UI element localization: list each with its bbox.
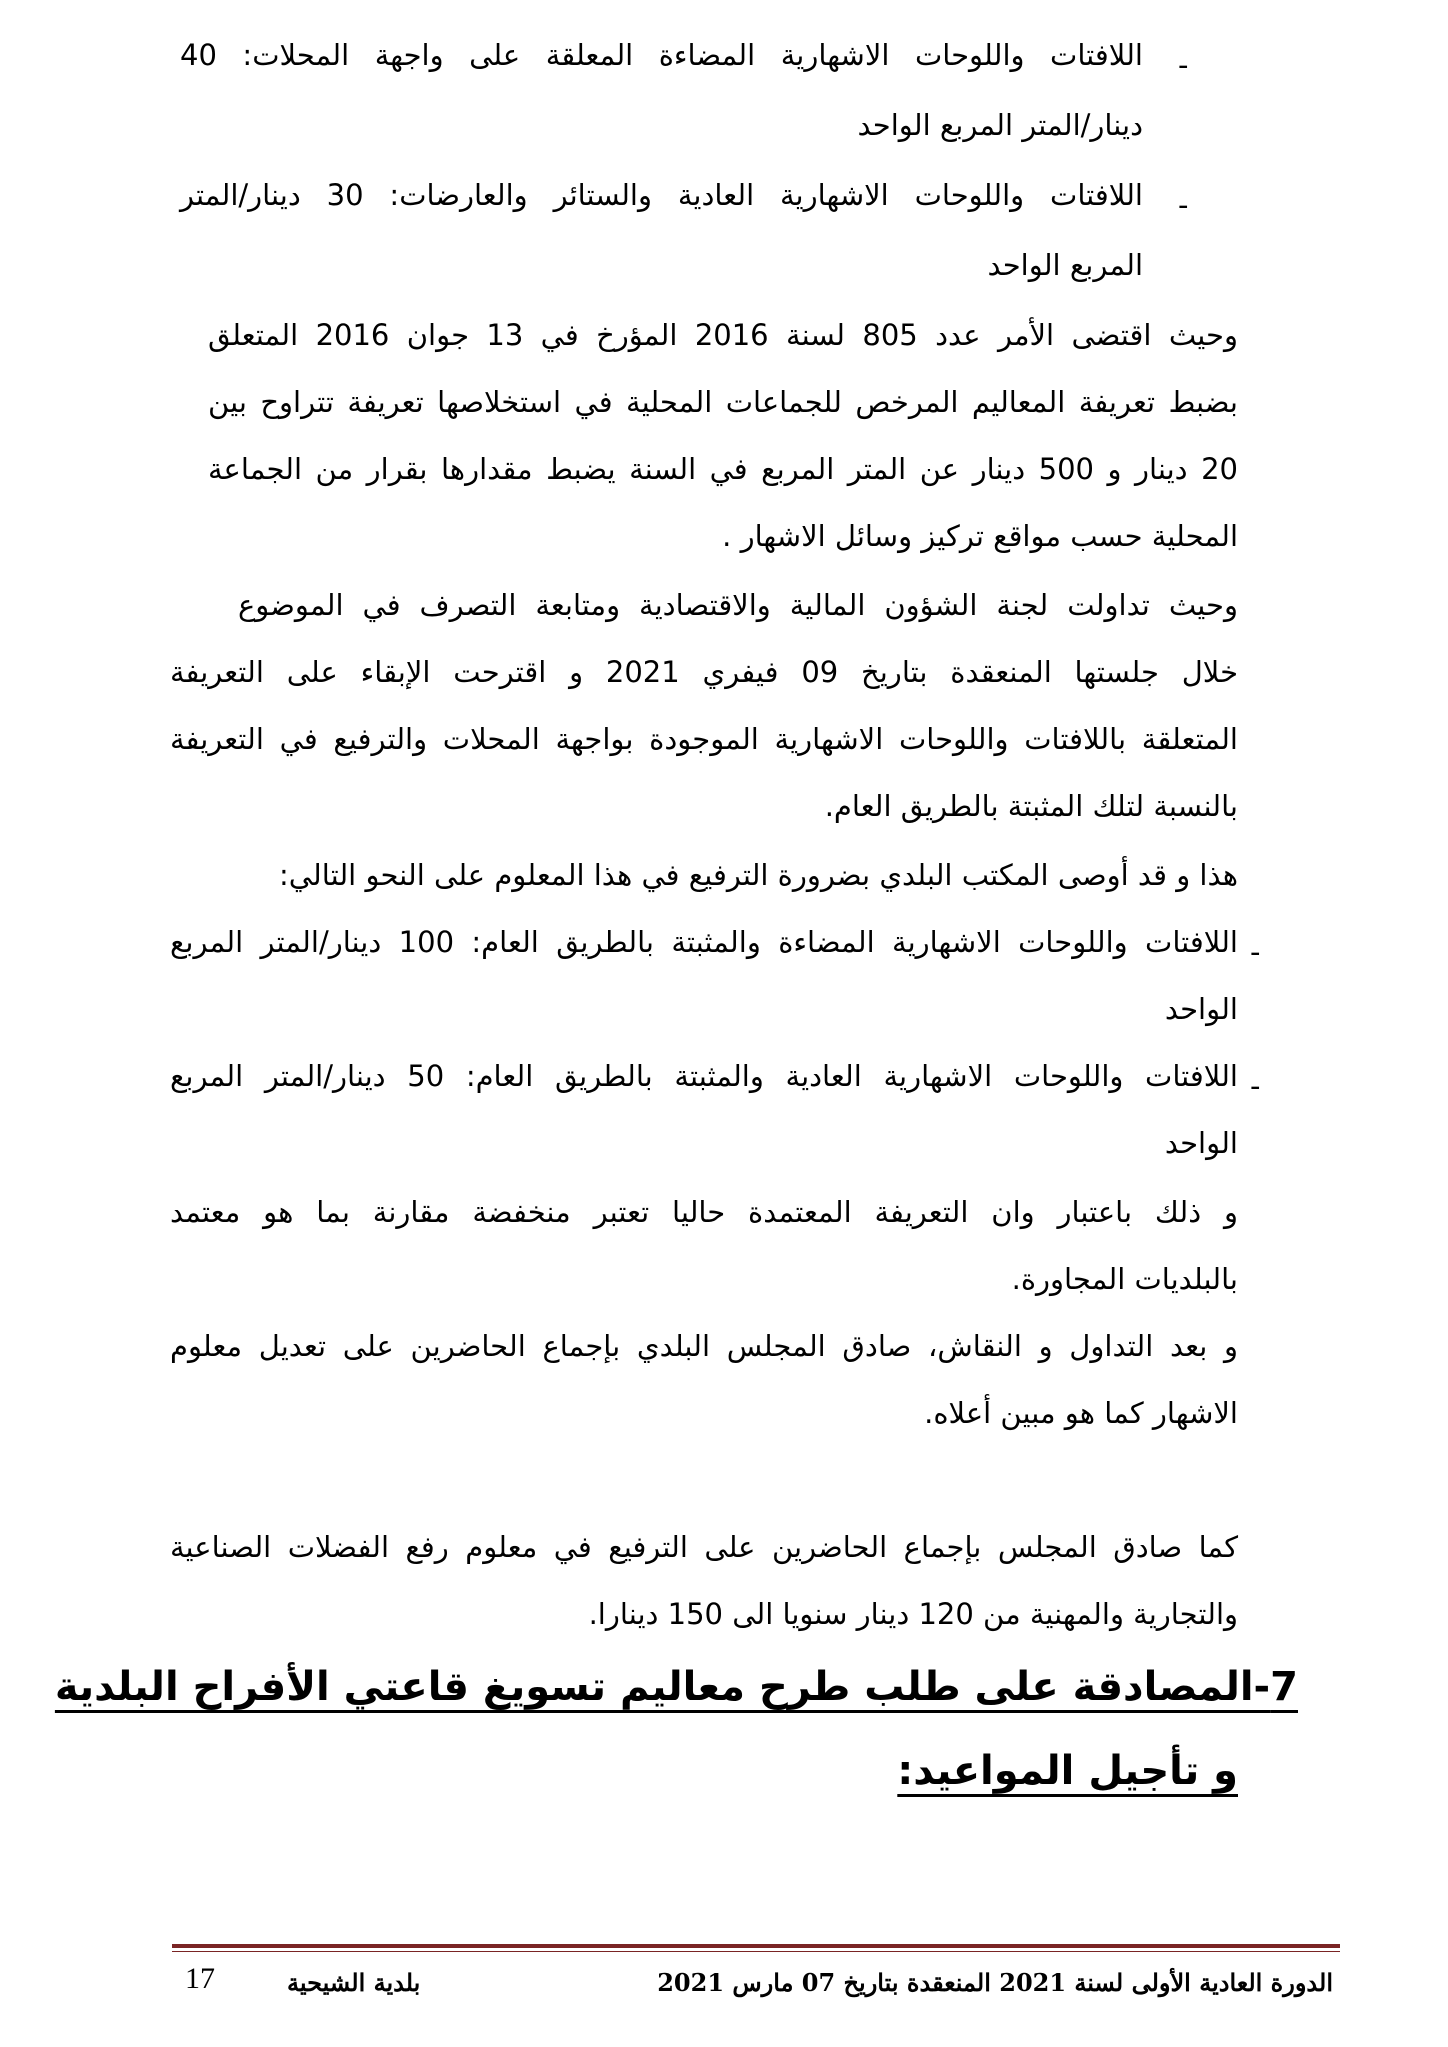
paragraph-line: خلال جلستها المنعقدة بتاريخ 09 فيفري 2021 و اقترحت الإبقاء على التعريفة bbox=[170, 655, 1239, 689]
bullet-line: اللافتات واللوحات الاشهارية العادية والستائر والعارضات: 30 دينار/المتر bbox=[180, 178, 1143, 212]
footer-rule-thin bbox=[172, 1951, 1340, 1952]
paragraph-line: والتجارية والمهنية من 120 دينار سنويا الى 150 دينارا. bbox=[588, 1597, 1238, 1631]
bullet-line: الواحد bbox=[1164, 1126, 1238, 1160]
paragraph-line: و بعد التداول و النقاش، صادق المجلس البلدي بإجماع الحاضرين على تعديل معلوم bbox=[170, 1329, 1238, 1363]
bullet-line: اللافتات واللوحات الاشهارية العادية والمثبتة بالطريق العام: 50 دينار/المتر المربع bbox=[170, 1059, 1238, 1093]
paragraph-line: الاشهار كما هو مبين أعلاه. bbox=[924, 1396, 1238, 1430]
bullet-mark: - bbox=[1250, 935, 1261, 969]
paragraph-line: المتعلقة باللافتات واللوحات الاشهارية الموجودة بواجهة المحلات والترفيع في التعريفة bbox=[170, 722, 1238, 756]
footer-municipality: بلدية الشيحية bbox=[287, 1968, 421, 1997]
bullet-mark: - bbox=[1178, 188, 1189, 222]
bullet-line: اللافتات واللوحات الاشهارية المضاءة المعلقة على واجهة المحلات: 40 bbox=[180, 38, 1143, 72]
bullet-line: الواحد bbox=[1164, 992, 1238, 1026]
bullet-mark: - bbox=[1250, 1069, 1261, 1103]
section-heading: 7-المصادقة على طلب طرح معاليم تسويغ قاعتي الأفراح البلدية bbox=[54, 1664, 1298, 1710]
footer-session-info: الدورة العادية الأولى لسنة 2021 المنعقدة بتاريخ 07 مارس 2021 bbox=[657, 1968, 1333, 1997]
page-number: 17 bbox=[185, 1962, 215, 1995]
paragraph-line: و ذلك باعتبار وان التعريفة المعتمدة حاليا تعتبر منخفضة مقارنة بما هو معتمد bbox=[170, 1195, 1238, 1229]
paragraph-line: بضبط تعريفة المعاليم المرخص للجماعات المحلية في استخلاصها تعريفة تتراوح بين bbox=[208, 385, 1238, 419]
paragraph-line: بالبلديات المجاورة. bbox=[1011, 1262, 1238, 1296]
paragraph-line: وحيث اقتضى الأمر عدد 805 لسنة 2016 المؤرخ في 13 جوان 2016 المتعلق bbox=[208, 318, 1238, 352]
section-heading-continuation: و تأجيل المواعيد: bbox=[897, 1748, 1238, 1794]
paragraph-line: بالنسبة لتلك المثبتة بالطريق العام. bbox=[824, 789, 1238, 823]
footer-rule bbox=[172, 1944, 1340, 1948]
paragraph-line: 20 دينار و 500 دينار عن المتر المربع في السنة يضبط مقدارها بقرار من الجماعة bbox=[208, 452, 1238, 486]
bullet-line: اللافتات واللوحات الاشهارية المضاءة والمثبتة بالطريق العام: 100 دينار/المتر المربع bbox=[170, 925, 1238, 959]
bullet-line: دينار/المتر المربع الواحد bbox=[857, 108, 1143, 142]
paragraph-line: هذا و قد أوصى المكتب البلدي بضرورة الترفيع في هذا المعلوم على النحو التالي: bbox=[278, 858, 1238, 892]
paragraph-line: المحلية حسب مواقع تركيز وسائل الاشهار . bbox=[722, 519, 1238, 553]
bullet-line: المربع الواحد bbox=[987, 248, 1143, 282]
bullet-mark: - bbox=[1178, 48, 1189, 82]
paragraph-line: وحيث تداولت لجنة الشؤون المالية والاقتصادية ومتابعة التصرف في الموضوع bbox=[238, 588, 1238, 622]
paragraph-line: كما صادق المجلس بإجماع الحاضرين على الترفيع في معلوم رفع الفضلات الصناعية bbox=[170, 1530, 1238, 1564]
